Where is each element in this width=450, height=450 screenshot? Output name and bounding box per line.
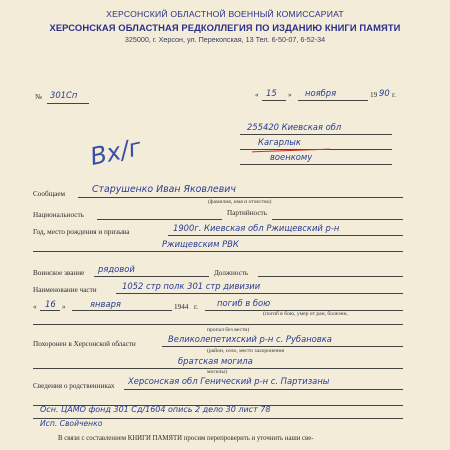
recipient-line1: 255420 Киевская обл bbox=[247, 122, 342, 132]
death-day: 16 bbox=[45, 299, 56, 309]
party-label: Партийность bbox=[227, 209, 267, 217]
unit-value: 1052 стр полк 301 стр дивизии bbox=[122, 281, 261, 291]
header-commissariat: ХЕРСОНСКИЙ ОБЛАСТНОЙ ВОЕННЫЙ КОМИССАРИАТ bbox=[106, 9, 344, 19]
death-status: погиб в бою bbox=[217, 298, 271, 308]
position-label: Должность bbox=[214, 269, 249, 277]
soobshchaem-label: Сообщаем bbox=[33, 190, 66, 198]
recipient-line3: военкому bbox=[270, 152, 313, 162]
source-line: Осн. ЦАМО фонд 301 Сд/1604 опись 2 дело 30 лист 78 bbox=[40, 405, 271, 414]
missing-caption: пропал без вести) bbox=[207, 327, 250, 333]
date-year-prefix: 19 bbox=[370, 91, 378, 99]
death-year-suffix: г. bbox=[194, 303, 198, 311]
burial-value-1: Великолепетихский р-н с. Рубановка bbox=[168, 334, 332, 344]
relatives-label: Сведения о родственниках bbox=[33, 382, 115, 390]
birth-value-2: Ржищевским РВК bbox=[162, 239, 239, 249]
date-year-suffix: г. bbox=[392, 91, 396, 99]
birth-label: Год, место рождения и призыва bbox=[33, 228, 130, 236]
rank-value: рядовой bbox=[98, 264, 135, 274]
death-caption: (погиб в бою, умер от ран, болезни, bbox=[263, 311, 348, 317]
burial-caption-2: могилы) bbox=[207, 369, 228, 375]
footer-text: В связи с составлением КНИГИ ПАМЯТИ просим перепроверить и уточнить наши све- bbox=[58, 435, 314, 442]
margin-note: Вх/г bbox=[87, 132, 144, 172]
death-year: 1944 bbox=[174, 303, 189, 311]
unit-label: Наименование части bbox=[33, 286, 97, 294]
header-editorial-board: ХЕРСОНСКАЯ ОБЛАСТНАЯ РЕДКОЛЛЕГИЯ ПО ИЗДАНИЮ КНИГИ ПАМЯТИ bbox=[49, 22, 401, 33]
rank-label: Воинское звание bbox=[33, 269, 85, 277]
header-address: 325000, г. Херсон, ул. Перекопская, 13 Тел. 6-50-07, 6-52-34 bbox=[124, 35, 326, 44]
burial-value-2: братская могила bbox=[178, 356, 253, 366]
doc-number-prefix: № bbox=[35, 93, 42, 101]
burial-caption: (район, село, место захоронения bbox=[207, 348, 285, 354]
date-year: 90 bbox=[379, 88, 390, 98]
doc-number-line bbox=[47, 103, 89, 104]
name-caption: (фамилия, имя и отчество) bbox=[208, 199, 272, 205]
date-month: ноября bbox=[305, 88, 337, 98]
birth-value-1: 1900г. Киевская обл Ржищевский р-н bbox=[173, 223, 340, 233]
burial-label: Похоронен в Херсонской области bbox=[33, 340, 136, 348]
document-page: ХЕРСОНСКИЙ ОБЛАСТНОЙ ВОЕННЫЙ КОМИССАРИАТ ХЕРСОНСКАЯ ОБЛАСТНАЯ РЕДКОЛЛЕГИЯ ПО ИЗДАНИЮ КНИГИ ПАМЯТИ 325000, г. Херсон, ул. Перекопская, 13 Тел. 6-50-07, 6-52-34 № 301Сп « 15 » ноября 19 90 г. Вх/г 255420 Киевская обл Кагарлык военкому Сообщаем Старушенко Иван Яковлевич (фамилия, имя и отчество) Национальность Партийность Год, место рождения и призыва 1900г. Киевская обл Ржищевский р-н Ржищевским РВК Воинское звание рядовой Должность Наименование части 1052 стр полк 301 стр дивизии « 16 » января 1944 г. погиб в бою (погиб в бою, умер от ран, болезни, пропал без вести) Похоронен в Херсонской области Великолепетихский р-н с. Рубановка (район, село, место захоронения братская могила могилы) Сведения о родственниках Херсонская обл Генический р-н с. Партизаны Осн. ЦАМО фонд 301 Сд/1604 опись 2 дело 30 лист 78 Исп. Свойченко В связи с составлением КНИГИ ПАМЯТИ просим перепроверить и уточнить наши све- bbox=[0, 0, 450, 450]
death-month: января bbox=[90, 299, 121, 309]
relatives-value: Херсонская обл Генический р-н с. Партизаны bbox=[128, 376, 330, 386]
nationality-label: Национальность bbox=[33, 211, 84, 219]
executor: Исп. Свойченко bbox=[40, 419, 103, 428]
recipient-line2: Кагарлык bbox=[258, 137, 301, 147]
date-day: 15 bbox=[266, 88, 277, 98]
doc-number: 301Сп bbox=[50, 90, 78, 100]
name-value: Старушенко Иван Яковлевич bbox=[92, 184, 236, 195]
